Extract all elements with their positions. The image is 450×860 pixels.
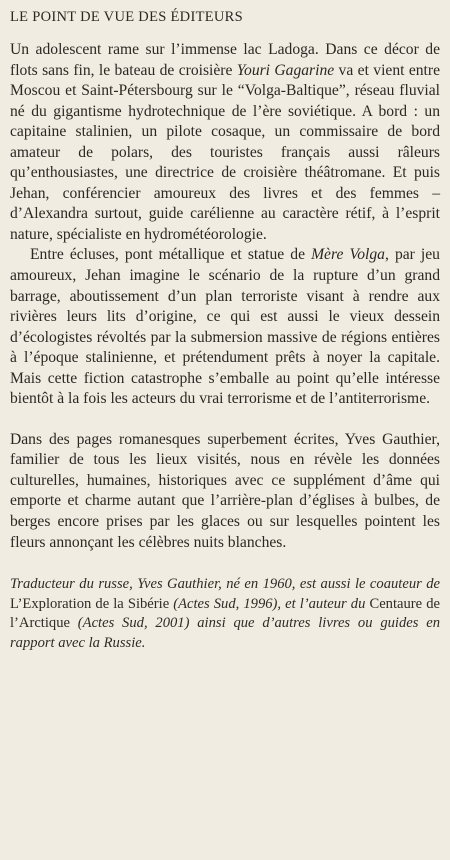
paragraph-spacer [10,410,440,430]
summary-paragraph-2 [10,245,440,409]
bio-text: Traducteur du russe, Yves Gauthier, né en 1960, est aussi le coauteur de [10,576,440,593]
summary-paragraph-3: Dans des pages romanesques superbement écrites, Yves Gauthier, familier de tous les lieux visités, nous en révèle les données culturelles, humaines, historiques avec ce supplément d’âme qui emporte et charme autant que l’arrière-plan d’églises à bulbes, de berges encore prises par les glaces ou sur lesquelles pointent les fleurs annonçant les célèbres nuits blanches. [10,430,440,551]
book-title: L’Exploration de la Sibérie [10,595,170,612]
ship-name: Youri Gagarine [236,61,335,79]
paragraph-text: Un adolescent rame sur l’immense lac Ladoga. Dans ce décor de flots sans fin, le bateau de croisière [10,41,440,79]
section-heading: LE POINT DE VUE DES ÉDITEURS [10,9,244,25]
book-title: Centaure de l’Arctique [10,595,440,632]
author-bio [10,575,440,653]
bio-text: (Actes Sud, 2001) ainsi que d’autres livres ou guides en rapport avec la Russie. [10,615,440,651]
statue-name: Mère Volga [311,246,385,264]
paragraph-text: Entre écluses, pont métallique et statue de [30,246,312,264]
bio-text: (Actes Sud, 1996), et l’auteur du [169,595,370,612]
paragraph-text: , par jeu amoureux, Jehan imagine le scénario de la rupture d’un grand barrage, aboutissement d’un plan terroriste visant à rendre aux rivières leurs lits d’origine, ce qui est aussi le vieux dessein d’écologistes révoltés par la submersion massive de régions entières à l’époque stalinienne, et prétendument prêts à noyer la capitale. Mais cette fiction catastrophe s’emballe au point qu’elle intéresse bientôt à la fois les acteurs du vrai terrorisme et de l’antiterrorisme. [10,246,440,408]
paragraph-text: va et vient entre Moscou et Saint-Pétersbourg sur le “Volga-Baltique”, réseau fluvial né du gigantisme hydrotechnique de l’ère soviétique. A bord : un capitaine stalinien, un pilote cosaque, un commissaire de bord amateur de polars, des touristes français aussi râleurs qu’enthousiastes, une directrice de croisière théâtromane. Et puis Jehan, conférencier amoureux des livres et des femmes – d’Alexandra surtout, guide carélienne au caractère rétif, à l’esprit nature, spécialiste en hydrométéorologie. [10,61,440,243]
summary-paragraph-1 [10,40,440,245]
